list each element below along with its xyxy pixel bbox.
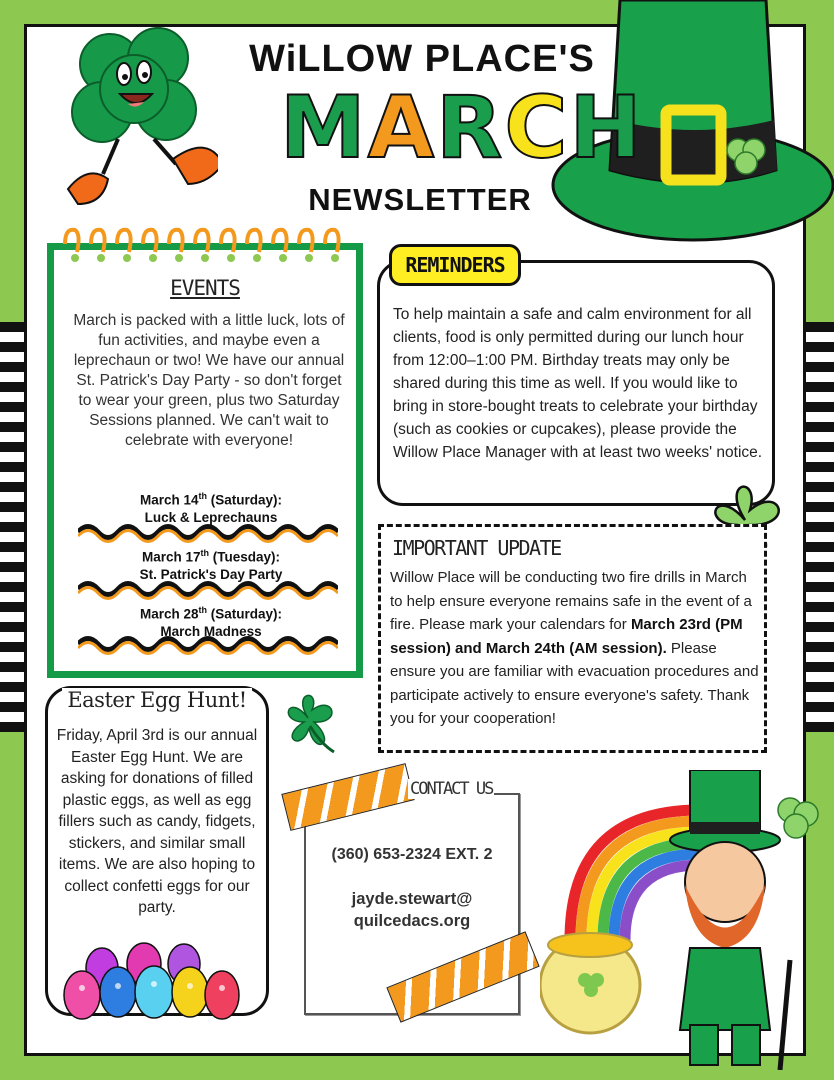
notebook-rings: [55, 222, 355, 266]
rainbow-icon: [540, 770, 834, 1070]
reminders-title: REMINDERS: [389, 244, 521, 286]
easter-title: Easter Egg Hunt!: [62, 688, 252, 712]
shamrock-mascot-icon: [58, 14, 218, 224]
title-march-letter: R: [436, 78, 505, 178]
events-body: March is packed with a little luck, lots of fun activities, and maybe even a leprechaun or two! We have our annual St. Patrick's Day Party - so don't forget to wear your green, plus two Saturday Sessions planned. We can't wait to celebrate with everyone!: [73, 312, 345, 449]
wave-divider: [78, 578, 338, 600]
important-update-title: IMPORTANT UPDATE: [392, 536, 561, 560]
event-item-3: March 28th (Saturday): March Madness: [139, 605, 283, 639]
title-march: [280, 78, 644, 178]
event-item-1: March 14th (Saturday): Luck & Leprechauns: [139, 491, 283, 525]
title-march-letter: H: [569, 78, 644, 178]
easter-body: Friday, April 3rd is our annual Easter Egg Hunt. We are asking for donations of filled plastic eggs, as well as egg fillers such as candy, fidgets, stickers, and similar small items. We are also hoping to collect confetti eggs for our party.: [56, 727, 258, 916]
contact-email[interactable]: jayde.stewart@ quilcedacs.org: [351, 890, 473, 930]
title-march-letter: A: [367, 78, 437, 178]
shamrock-icon: [276, 686, 340, 756]
title-newsletter: NEWSLETTER: [308, 182, 532, 217]
title-march-letter: C: [504, 78, 570, 178]
reminders-body: To help maintain a safe and calm environment for all clients, food is only permitted during our lunch hour from 12:00–1:00 PM. Birthday treats may only be shared during this time as well. If you would like to bring in store-bought treats to celebrate your birthday (such as cookies or cupcakes), please provide the Willow Place Manager with at least two weeks' notice.: [393, 306, 763, 461]
title-march-letter: M: [280, 78, 368, 178]
title-line-1: WiLLOW PLACE'S: [249, 38, 595, 80]
wave-divider: [78, 633, 338, 655]
contact-phone[interactable]: (360) 653-2324 EXT. 2: [331, 846, 493, 863]
easter-eggs-icon: [62, 940, 242, 1022]
important-update-body: Willow Place will be conducting two fire drills in March to help ensure everyone remains safe in the event of a fire. Please mark your calendars for March 23rd (PM session) and March 24th (AM session). Please ensure you are familiar with evacuation procedures and participate actively to ensure everyone's safety. Thank you for your cooperation!: [390, 569, 759, 727]
events-title: EVENTS: [170, 276, 240, 300]
event-item-2: March 17th (Tuesday): St. Patrick's Day Party: [139, 548, 283, 582]
wave-divider: [78, 521, 338, 543]
contact-title: CONTACT US: [410, 779, 493, 799]
